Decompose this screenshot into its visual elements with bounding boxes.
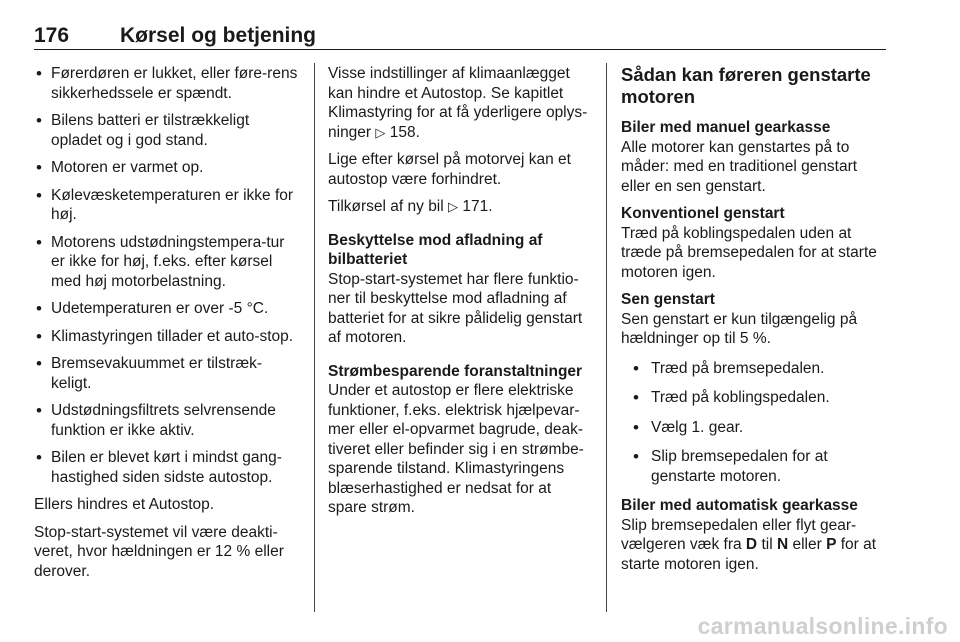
header-rule: [34, 49, 886, 50]
column-divider: [314, 63, 315, 612]
column-divider: [606, 63, 607, 612]
list-item: • Bremsevakuummet er tilstræk-keligt.: [34, 354, 300, 393]
column-3: [621, 64, 887, 582]
subheading: Strømbesparende foranstaltninger: [328, 362, 583, 380]
page-reference-link[interactable]: 158.: [389, 123, 420, 141]
arrow-ref-icon: ▷: [448, 199, 459, 214]
gear-d: D: [745, 536, 758, 553]
page-number: 176: [34, 24, 70, 47]
paragraph: Alle motorer kan genstartes på to måder: med en traditionel genstart eller en sen genstart.: [621, 138, 858, 195]
section-heading: Sådan kan føreren genstarte motoren: [621, 64, 871, 107]
page-reference-link[interactable]: 171.: [462, 198, 493, 215]
paragraph: [328, 197, 593, 217]
paragraph: Stop-start-systemet har flere funktio-ner til beskyttelse mod afladning af batteriet for at sikre pålidelig genstart af motoren.: [328, 270, 583, 346]
column-1: [34, 64, 300, 589]
subheading: Beskyttelse mod afladning af bilbatteriet: [328, 231, 543, 268]
list-item: • Udstødningsfiltrets selvrensende funktion er ikke aktiv.: [34, 401, 300, 440]
list-item: • Slip bremsepedalen for at genstarte motoren.: [621, 447, 887, 486]
list-item: • Træd på koblingspedalen.: [621, 388, 887, 408]
list-item: • Motorens udstødningstempera-tur er ikke for høj, f.eks. efter kørsel med høj motorbelastning.: [34, 233, 300, 292]
subheading: Biler med automatisk gearkasse: [621, 497, 858, 514]
watermark: carmanualsonline.info: [697, 613, 948, 639]
paragraph-text: Tilkørsel af ny bil: [328, 198, 444, 215]
subheading: Biler med manuel gearkasse: [621, 119, 831, 136]
column-2: [328, 64, 593, 526]
paragraph-text: Slip bremsepedalen eller flyt gear-vælgeren væk fra: [621, 516, 857, 553]
paragraph: [621, 516, 887, 575]
list-item: • Førerdøren er lukket, eller føre-rens sikkerhedssele er spændt.: [34, 64, 300, 103]
list-item: • Klimastyringen tillader et auto-stop.: [34, 327, 300, 347]
paragraph: Træd på koblingspedalen uden at træde på bremsepedalen for at starte motoren igen.: [621, 224, 877, 281]
gear-n: N: [776, 536, 789, 553]
gear-p: P: [826, 536, 837, 553]
paragraph-text: til: [761, 536, 773, 553]
paragraph-text: eller: [792, 536, 822, 553]
list-item: • Bilen er blevet kørt i mindst gang-hastighed siden sidste autostop.: [34, 448, 300, 487]
list-item: • Træd på bremsepedalen.: [621, 359, 887, 379]
list-item: • Udetemperaturen er over -5 °C.: [34, 299, 300, 319]
restart-steps-list: [621, 359, 887, 487]
paragraph: Sen genstart er kun tilgængelig på hældninger op til 5 %.: [621, 310, 858, 347]
paragraph-text: Visse indstillinger af klimaanlægget kan hindre et Autostop. Se kapitlet Klimastyring for at få yderligere oplys-ninger: [328, 65, 588, 141]
paragraph: Lige efter kørsel på motorvej kan et autostop være forhindret.: [328, 151, 571, 188]
list-item: • Kølevæsketemperaturen er ikke for høj.: [34, 186, 300, 225]
paragraph: Stop-start-systemet vil være deakti-veret, hvor hældningen er 12 % eller derover.: [34, 523, 284, 580]
list-item: • Bilens batteri er tilstrækkeligt opladet og i god stand.: [34, 111, 300, 150]
paragraph-text: for at starte motoren igen.: [621, 536, 877, 573]
paragraph: Under et autostop er flere elektriske funktioner, f.eks. elektrisk hjælpevar-mer eller el-opvarmet bagrude, deak-tiveret eller befinder sig i en strømbe-sparende tilstand. Klimastyringens blæserhastighed er nedsat for at spare strøm.: [328, 382, 584, 516]
page-header: [34, 24, 886, 50]
subheading: Sen genstart: [621, 291, 715, 308]
list-item: • Vælg 1. gear.: [621, 418, 887, 438]
page-title: Kørsel og betjening: [120, 24, 317, 47]
paragraph: [328, 64, 593, 142]
condition-list: [34, 64, 300, 487]
subheading: Konventionel genstart: [621, 205, 785, 222]
list-item: • Motoren er varmet op.: [34, 158, 300, 178]
paragraph: Ellers hindres et Autostop.: [34, 496, 215, 513]
arrow-ref-icon: ▷: [375, 124, 386, 140]
